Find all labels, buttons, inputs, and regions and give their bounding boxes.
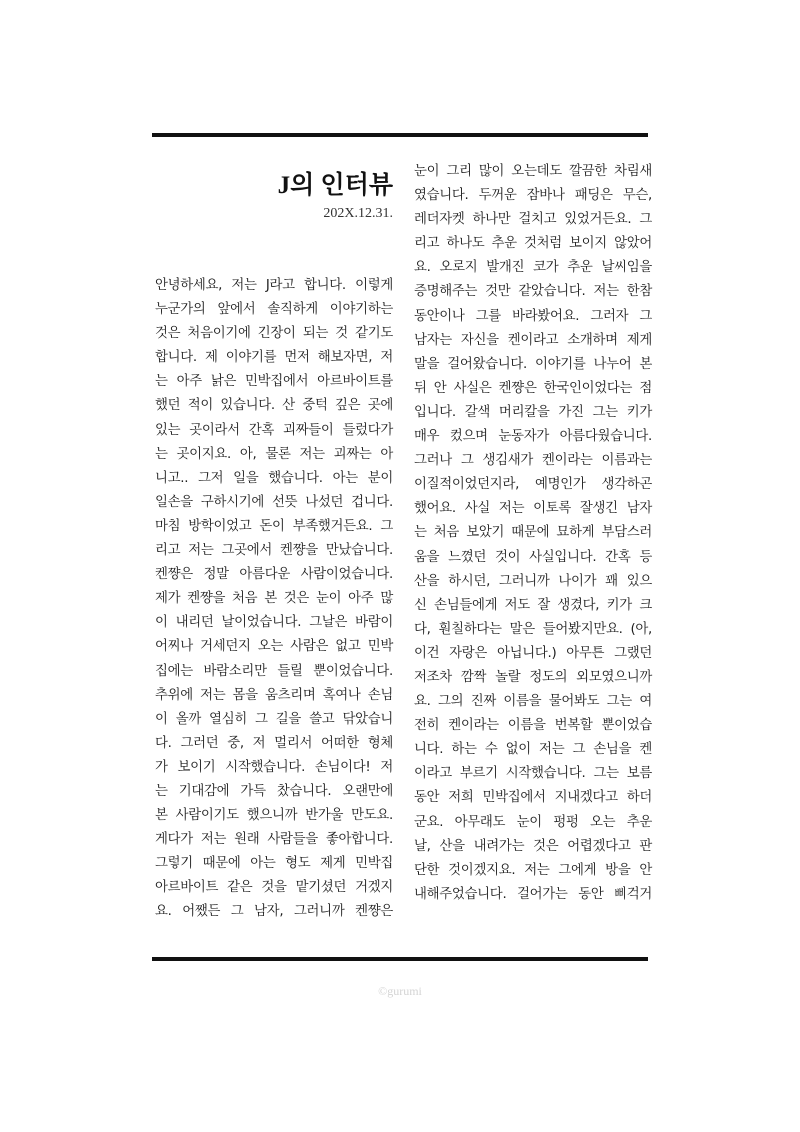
text-line: 일손을 구하시기에 선뜻 나섰던 겁니다.	[155, 494, 393, 510]
text-line: 는 곳이지요. 아, 물론 저는 괴짜는 아	[155, 446, 393, 462]
text-line: 저조차 깜짝 놀랄 정도의 외모였으니까	[414, 669, 652, 685]
text-line: 동안 저희 민박집에서 지내겠다고 하더	[414, 790, 652, 806]
right-column-text	[414, 160, 652, 907]
text-line: 본 사람이기도 했으니까 반가울 만도요.	[155, 808, 393, 824]
text-line: 단한 것이겠지요. 저는 그에게 방을 안	[414, 862, 652, 878]
copyright-watermark: ©gurumi	[378, 984, 422, 998]
left-column	[155, 160, 393, 925]
text-line: 게다가 저는 원래 사람들을 좋아합니다.	[155, 832, 393, 848]
text-line: 전히 켄이라는 이름을 번복할 뿐이었습	[414, 718, 652, 734]
text-line: 니고.. 그저 일을 했습니다. 아는 분이	[155, 470, 393, 486]
text-line: 마침 방학이었고 돈이 부족했거든요. 그	[155, 518, 393, 534]
text-line: 움을 느꼈던 것이 사실입니다. 간혹 등	[414, 549, 652, 565]
text-line: 이건 자랑은 아닙니다.) 아무튼 그랬던	[414, 645, 652, 661]
text-line: 는 처음 보았기 때문에 묘하게 부담스러	[414, 525, 652, 541]
text-line: 뒤 안 사실은 켄쨩은 한국인이었다는 점	[414, 380, 652, 396]
text-line: 가 보이기 시작했습니다. 손님이다! 저	[155, 759, 393, 775]
text-line: 산을 하시던, 그러니까 나이가 꽤 있으	[414, 573, 652, 589]
text-line: 리고 하나도 추운 것처럼 보이지 않았어	[414, 236, 652, 252]
text-line: 레더자켓 하나만 걸치고 있었거든요. 그	[414, 212, 652, 228]
text-line: 였습니다. 두꺼운 잠바나 패딩은 무슨,	[414, 188, 652, 204]
text-line: 이 올까 열심히 그 길을 쓸고 닦았습니	[155, 711, 393, 727]
text-line: 합니다. 제 이야기를 먼저 해보자면, 저	[155, 350, 393, 366]
text-line: 신 손님들에게 저도 잘 생겼다, 키가 크	[414, 597, 652, 613]
text-line: 동안이나 그를 바라봤어요. 그러자 그	[414, 308, 652, 324]
text-line: 그렇기 때문에 아는 형도 제게 민박집	[155, 856, 393, 872]
document-title: J의 인터뷰	[277, 172, 393, 199]
text-line: 이 내리던 날이었습니다. 그날은 바람이	[155, 615, 393, 631]
right-column	[414, 160, 652, 907]
text-line: 어찌나 거세던지 오는 사람은 없고 민박	[155, 639, 393, 655]
text-line: 다, 훤칠하다는 말은 들어봤지만요. (아,	[414, 621, 652, 637]
text-line: 군요. 아무래도 눈이 펑펑 오는 추운	[414, 814, 652, 830]
text-line: 했어요. 사실 저는 이토록 잘생긴 남자	[414, 501, 652, 517]
text-line: 안녕하세요, 저는 J라고 합니다. 이렇게	[155, 278, 393, 293]
text-line: 입니다. 갈색 머리칼을 가진 그는 키가	[414, 404, 652, 420]
text-line: 눈이 그리 많이 오는데도 깔끔한 차림새	[414, 164, 652, 179]
text-line: 이질적이었던지라, 예명인가 생각하곤	[414, 477, 652, 493]
text-line: 는 기대감에 가득 찼습니다. 오랜만에	[155, 783, 393, 799]
text-line: 증명해주는 것만 같았습니다. 저는 한참	[414, 284, 652, 300]
text-line: 했던 적이 있습니다. 산 중턱 깊은 곳에	[155, 398, 393, 414]
document-date: 202X.12.31.	[323, 206, 393, 221]
text-line: 내해주었습니다. 걸어가는 동안 삐걱거	[414, 886, 652, 902]
text-line: 니다. 하는 수 없이 저는 그 손님을 켄	[414, 742, 652, 758]
text-line: 누군가의 앞에서 솔직하게 이야기하는	[155, 302, 393, 318]
text-line: 리고 저는 그곳에서 켄쨩을 만났습니다.	[155, 543, 393, 559]
text-line: 이라고 부르기 시작했습니다. 그는 보름	[414, 766, 652, 782]
text-line: 요. 어쨌든 그 남자, 그러니까 켄쨩은	[155, 904, 393, 920]
text-line: 매우 컸으며 눈동자가 아름다웠습니다.	[414, 429, 652, 445]
text-line: 것은 처음이기에 긴장이 되는 것 같기도	[155, 326, 393, 342]
text-line: 요. 그의 진짜 이름을 물어봐도 그는 여	[414, 694, 652, 710]
text-line: 요. 오로지 발개진 코가 추운 날씨임을	[414, 260, 652, 276]
text-line: 집에는 바람소리만 들릴 뿐이었습니다.	[155, 663, 393, 679]
text-line: 있는 곳이라서 간혹 괴짜들이 들렀다가	[155, 422, 393, 438]
text-line: 말을 걸어왔습니다. 이야기를 나누어 본	[414, 356, 652, 372]
top-rule	[152, 133, 648, 137]
text-line: 제가 켄쨩을 처음 본 것은 눈이 아주 많	[155, 591, 393, 607]
left-column-text	[155, 274, 393, 925]
text-line: 그러나 그 생김새가 켄이라는 이름과는	[414, 453, 652, 469]
bottom-rule	[152, 957, 648, 961]
text-line: 는 아주 낡은 민박집에서 아르바이트를	[155, 374, 393, 390]
text-line: 아르바이트 같은 것을 맡기셨던 거겠지	[155, 880, 393, 896]
text-line: 날, 산을 내려가는 것은 어렵겠다고 판	[414, 838, 652, 854]
text-line: 켄쨩은 정말 아름다운 사람이었습니다.	[155, 567, 393, 583]
text-line: 추위에 저는 몸을 움츠리며 혹여나 손님	[155, 687, 393, 703]
text-line: 다. 그러던 중, 저 멀리서 어떠한 형체	[155, 735, 393, 751]
text-line: 남자는 자신을 켄이라고 소개하며 제게	[414, 332, 652, 348]
